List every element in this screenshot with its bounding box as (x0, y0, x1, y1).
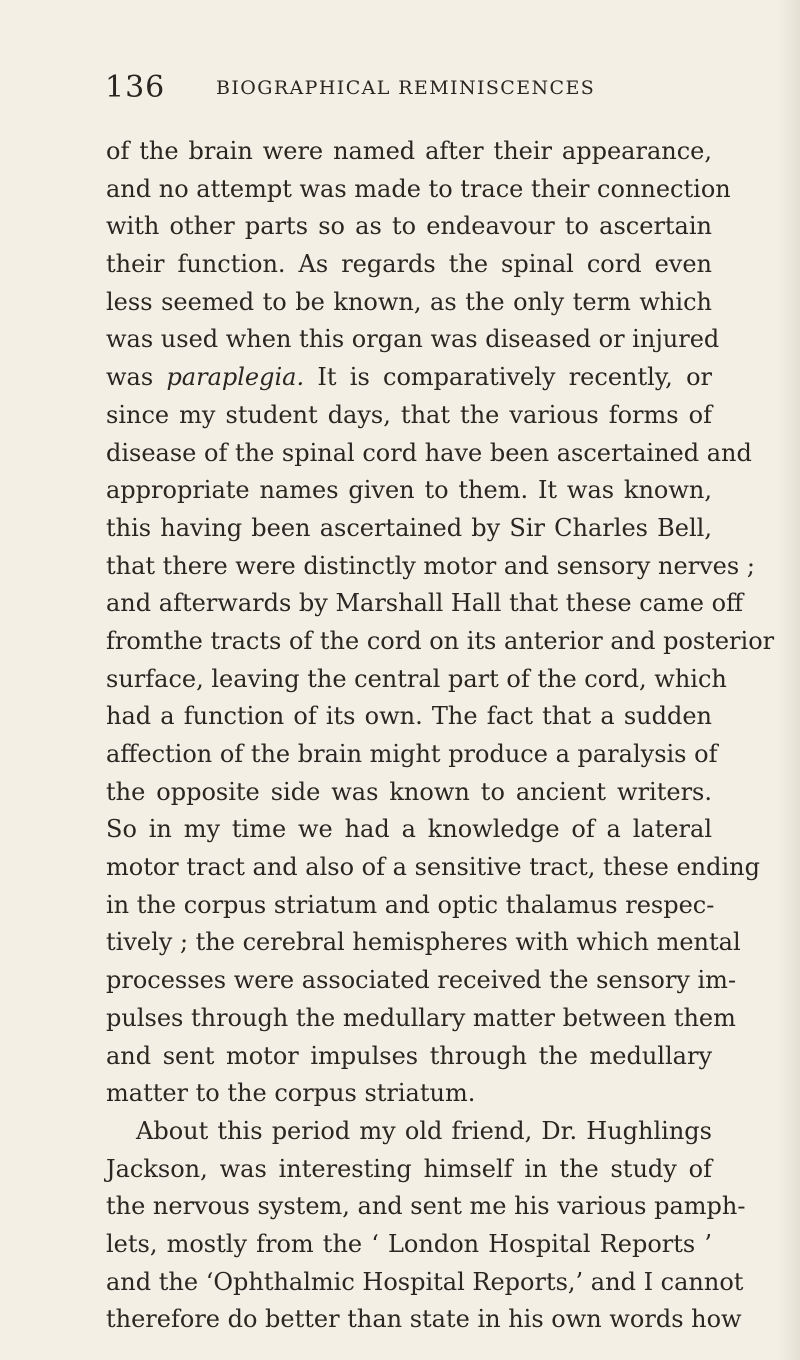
text-line: processes were associated received the sensory im- (106, 966, 737, 995)
text-line: with other parts so as to endeavour to ascertain (106, 212, 712, 241)
text-line: was used when this organ was diseased or injured (106, 325, 720, 354)
text-line: lets, mostly from the ‘ London Hospital Reports ’ (106, 1229, 712, 1258)
text-line: of the brain were named after their appearance, (106, 137, 712, 165)
text-line: affection of the brain might produce a paralysis of (106, 740, 718, 768)
text-line: the nervous system, and sent me his various pamph- (106, 1192, 746, 1221)
text-line: the opposite side was known to ancient writers. (106, 777, 712, 806)
text-line: tively ; the cerebral hemispheres with which mental (106, 928, 741, 957)
text-line: Jackson, was interesting himself in the study of (106, 1154, 712, 1183)
text-line: and the ‘Ophthalmic Hospital Reports,’ and I cannot (106, 1267, 744, 1296)
text-line: pulses through the medullary matter between them (106, 1003, 736, 1032)
text-line: appropriate names given to them. It was known, (106, 476, 712, 505)
text-line: and no attempt was made to trace their connection (106, 174, 731, 203)
text-line: less seemed to be known, as the only term which (106, 287, 712, 316)
page-number: 136 (105, 70, 166, 105)
text-line: that there were distinctly motor and sensory nerves ; (106, 551, 755, 580)
text-line: since my student days, that the various forms of (106, 400, 712, 429)
text-line: surface, leaving the central part of the cord, which (106, 664, 727, 693)
italic-term: paraplegia. (166, 363, 305, 392)
text-line: fromthe tracts of the cord on its anterior and posterior (106, 626, 775, 655)
text-line: So in my time we had a knowledge of a lateral (106, 815, 712, 844)
running-title: BIOGRAPHICAL REMINISCENCES (216, 77, 596, 99)
running-head (105, 68, 705, 108)
text-line: their function. As regards the spinal cord even (106, 250, 712, 279)
text-line: disease of the spinal cord have been ascertained and (106, 438, 752, 467)
text-line: therefore do better than state in his own words how (106, 1305, 742, 1334)
text-line: and afterwards by Marshall Hall that these came off (106, 589, 744, 618)
text-line: had a function of its own. The fact that a sudden (106, 702, 712, 731)
text-line-start: was (106, 363, 167, 392)
text-line: this having been ascertained by Sir Charles Bell, (106, 513, 712, 542)
text-line-end: It is comparatively recently, or (304, 363, 712, 392)
body-text (106, 133, 775, 1339)
paragraph-end-line: matter to the corpus striatum. (106, 1079, 476, 1108)
text-line: motor tract and also of a sensitive tract, these ending (106, 853, 760, 882)
page-edge-shadow (778, 0, 800, 1360)
text-line: in the corpus striatum and optic thalamus respec- (106, 890, 715, 919)
text-line (106, 359, 712, 397)
paragraph-start-line: About this period my old friend, Dr. Hughlings (136, 1116, 712, 1145)
text-line: and sent motor impulses through the medullary (106, 1041, 712, 1070)
